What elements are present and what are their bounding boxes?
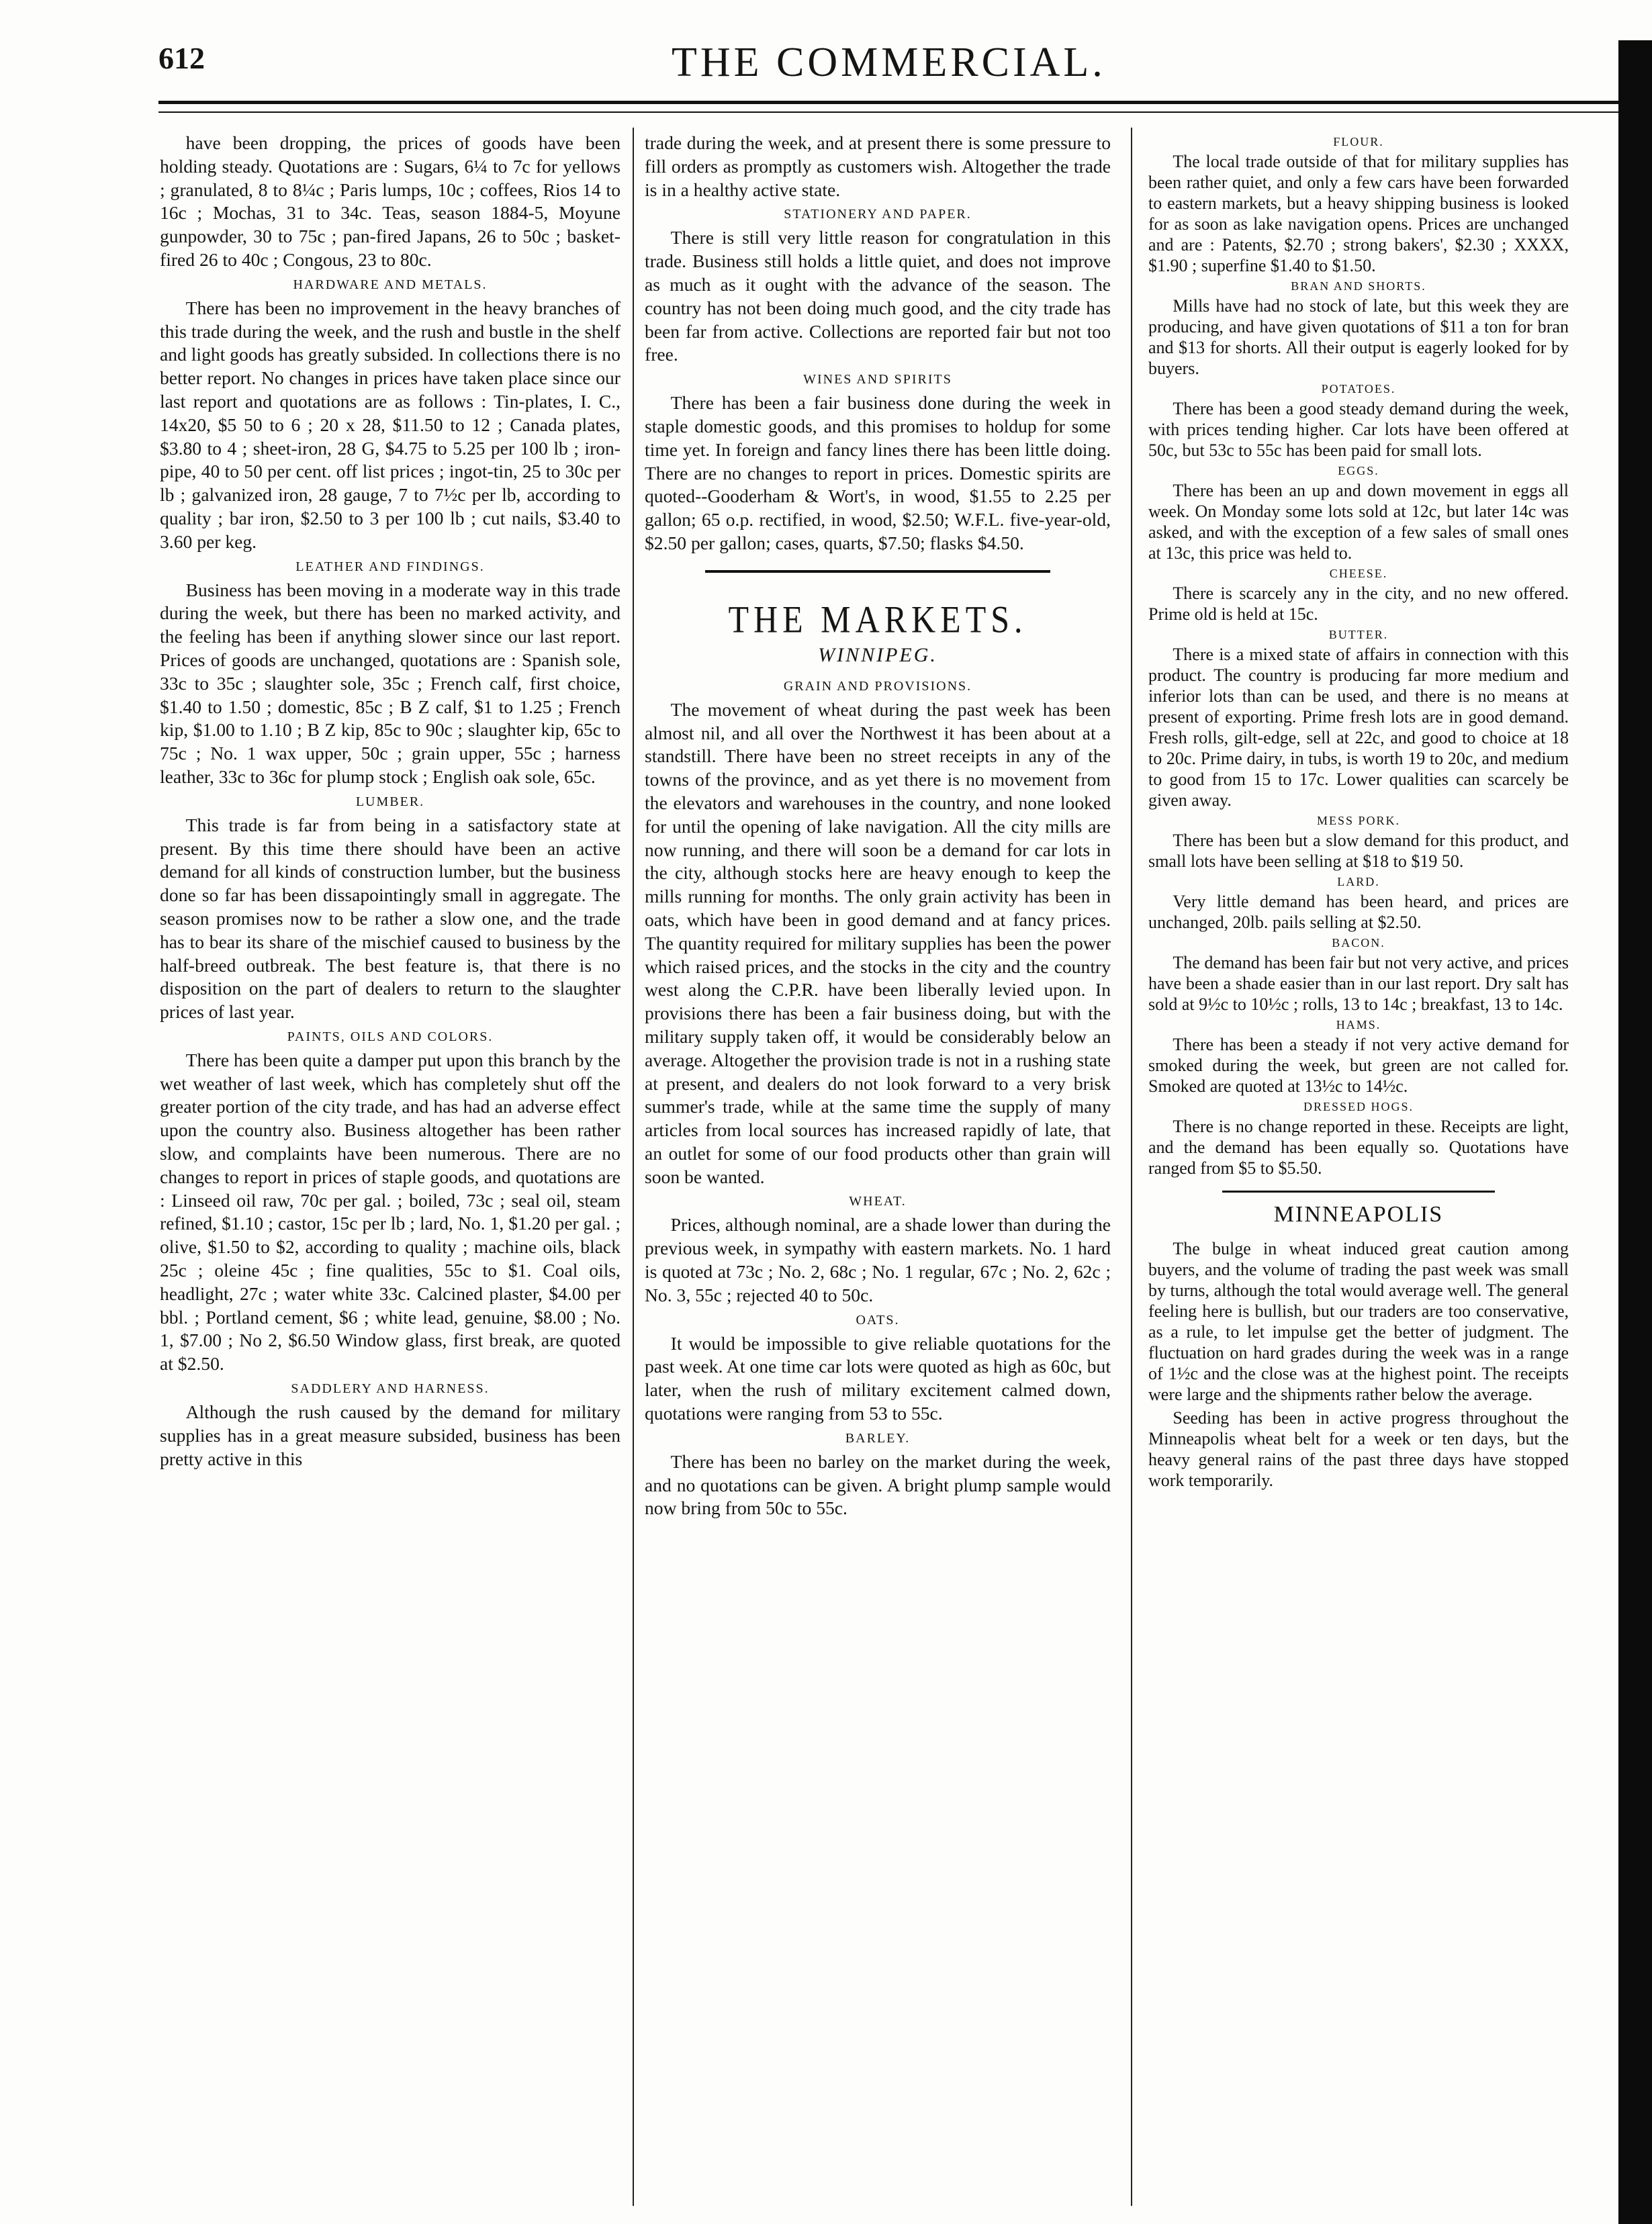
paragraph: There has been no barley on the market during the week, and no quotations can be given. A bright plump sample would now bring from 50c to 55c. <box>645 1450 1111 1519</box>
paragraph: Although the rush caused by the demand for military supplies has in a great measure subsided, business has been pretty active in this <box>160 1401 621 1469</box>
subheading: WINES AND SPIRITS <box>803 372 952 387</box>
subheading: BRAN AND SHORTS. <box>1291 279 1426 293</box>
paragraph: Seeding has been in active progress throughout the Minneapolis wheat belt for a week or ten days, but the heavy general rains of the past three days have stopped work temporarily. <box>1148 1408 1569 1490</box>
subheading: MESS PORK. <box>1316 814 1401 827</box>
subheading: SADDLERY AND HARNESS. <box>291 1381 490 1397</box>
subheading: PAINTS, OILS AND COLORS. <box>287 1029 494 1044</box>
paragraph: There has been no improvement in the heavy branches of this trade during the week, and the rush and bustle in the shelf and light goods has greatly subsided. In collections there is no better report. No changes in prices have taken place since our last report and quotations are as follows : Tin-plates, I. C., 14x20, $5 50 to 6 ; 20 x 28, $11.50 to 12 ; Canada plates, $3.80 to 4 ; sheet-iron, 28 G, $4.75 to 5.25 per 100 lb ; iron-pipe, 40 to 50 per cent. off list prices ; ingot-tin, 25 to 30c per lb ; galvanized iron, 28 gauge, 7 to 7½c per lb, according to quality ; bar iron, $2.50 to 3 per 100 lb ; cut nails, $3.40 to 3.60 per keg. <box>160 297 621 552</box>
paragraph: There is still very little reason for congratulation in this trade. Business still holds a little quiet, and does not improve as much as it ought with the advance of the season. The country has not been doing much good, and the city trade has been far from active. Collections are reported fair but not too free. <box>645 227 1111 365</box>
city-heading: MINNEAPOLIS <box>1273 1202 1444 1227</box>
paragraph: It would be impossible to give reliable quotations for the past week. At one time car lots were quoted as high as 60c, but later, when the rush of military excitement calmed down, quotations were ranging from 53 to 55c. <box>645 1332 1111 1424</box>
subheading: LUMBER. <box>355 794 425 809</box>
paragraph: There is a mixed state of affairs in connection with this product. The country is producing far more medium and inferior lots than can be used, and there is no means at present of exporting. Prime fresh lots are in good demand. Fresh rolls, gilt-edge, sell at 22c, and good to choice at 18 to 20c. Prime dairy, in tubs, is worth 19 to 20c, and medium to good from 15 to 17c. Lower qualities can scarcely be given away. <box>1148 645 1569 810</box>
paragraph: The movement of wheat during the past week has been almost nil, and all over the Northwest it has been about at a standstill. There have been no street receipts in any of the towns of the province, and as yet there is no movement from the elevators and warehouses in the country, and none looked for until the opening of lake navigation. All the city mills are now running, and there will soon be a demand for car lots in the city, although stocks here are heavy enough to keep the mills running for months. The only grain activity has been in oats, which have been in good demand and at fancy prices. The quantity required for military supplies has been the power which raised prices, and the stocks in the city and the country west along the C.P.R. have been liberally levied upon. In provisions there has been a fair business doing, but with the military supply taken off, it would be considerably below an average. Altogether the provision trade is not in a rushing state at present, and dealers do not look forward to a very brisk summer's trade, while at the same time the supply of many articles from local sources has increased rapidly of late, that an outlet for some of our food products other than grain will soon be wanted. <box>645 698 1111 1187</box>
paragraph: There is no change reported in these. Receipts are light, and the demand has been equally so. Quotations have ranged from $5 to $5.50. <box>1148 1117 1569 1178</box>
subheading: BUTTER. <box>1328 628 1389 641</box>
header-rule-thin <box>158 111 1618 113</box>
subheading: CHEESE. <box>1329 567 1388 580</box>
paragraph: There has been a fair business done during the week in staple domestic goods, and this promises to holdup for some time yet. In foreign and fancy lines there has been little doing. There are no changes to report in prices. Domestic spirits are quoted--Gooderham & Wort's, in wood, $1.55 to 2.25 per gallon; 65 o.p. rectified, in wood, $2.50; W.F.L. five-year-old, $2.50 per gallon; cases, quarts, $7.50; flasks $4.50. <box>645 392 1111 553</box>
section-rule <box>705 570 1050 573</box>
paragraph: The demand has been fair but not very active, and prices have been a shade easier than in our last report. Dry salt has sold at 9½c to 10½c ; rolls, 13 to 14c ; breakfast, 13 to 14c. <box>1148 953 1569 1014</box>
paragraph: Very little demand has been heard, and prices are unchanged, 20lb. pails selling at $2.50. <box>1148 892 1569 932</box>
paragraph: The bulge in wheat induced great caution among buyers, and the volume of trading the past week was small by turns, although the total would average well. The general feeling here is bullish, but our traders are too conservative, as a rule, to let impulse get the better of judgment. The fluctuation on hard grades during the week was in a range of 1½c and the close was at the highest point. The receipts were large and the shipments rather below the average. <box>1148 1239 1569 1404</box>
paragraph: There has been an up and down movement in eggs all week. On Monday some lots sold at 12c, but later 14c was asked, and with the exception of a few sales of small ones at 13c, this price was held to. <box>1148 481 1569 563</box>
paragraph: There has been quite a damper put upon this branch by the wet weather of last week, which has completely shut off the greater portion of the city trade, and has had an adverse effect upon the country also. Business altogether has been rather slow, and complaints have been numerous. There are no changes to report in prices of staple goods, and quotations are : Linseed oil raw, 70c per gal. ; boiled, 73c ; seal oil, steam refined, $1.10 ; castor, 15c per lb ; lard, No. 1, $1.20 per gal. ; olive, $1.50 to $2, according to quality ; machine oils, black 25c ; oleine 45c ; fine qualities, 55c to $1. Coal oils, headlight, 27c ; water white 33c. Calcined plaster, $4.00 per bbl. ; Portland cement, $6 ; white lead, genuine, $8.00 ; No. 1, $7.00 ; No 2, $6.50 Window glass, first break, are quoted at $2.50. <box>160 1049 621 1375</box>
subheading: FLOUR. <box>1333 135 1384 148</box>
column-3 <box>1148 132 1569 2200</box>
paragraph: There is scarcely any in the city, and no new offered. Prime old is held at 15c. <box>1148 584 1569 624</box>
paragraph: This trade is far from being in a satisfactory state at present. By this time there should have been an active demand for all kinds of construction lumber, but the business done so far has been dissapointingly small in aggregate. The season promises now to be rather a slow one, and the trade has to bear its share of the mischief caused to business by the half-breed outbreak. The best feature is, that there is no disposition on the part of dealers to return to the slaughter prices of last year. <box>160 814 621 1023</box>
subheading: STATIONERY AND PAPER. <box>784 207 972 222</box>
paragraph: Mills have had no stock of late, but this week they are producing, and have given quotations of $11 a ton for bran and $13 for shorts. All their output is eagerly looked for by buyers. <box>1148 296 1569 378</box>
paragraph: There has been a good steady demand during the week, with prices tending higher. Car lots have been offered at 50c, but 53c to 55c has been paid for small lots. <box>1148 399 1569 460</box>
header-rule-thick <box>158 101 1618 104</box>
section-title: THE MARKETS. <box>728 597 1027 641</box>
masthead-title: THE COMMERCIAL. <box>672 40 1106 85</box>
paragraph: The local trade outside of that for military supplies has been rather quiet, and only a few cars have been forwarded to eastern markets, but a heavy shipping business is looked for as soon as lake navigation opens. Prices are unchanged and are : Patents, $2.70 ; strong bakers', $2.30 ; XXXX, $1.90 ; superfine $1.40 to $1.50. <box>1148 152 1569 275</box>
subheading: EGGS. <box>1338 464 1379 477</box>
page-number: 612 <box>158 41 205 75</box>
paragraph: There has been a steady if not very active demand for smoked during the week, but green are not called for. Smoked are quoted at 13½c to 14½c. <box>1148 1035 1569 1096</box>
subheading: HARDWARE AND METALS. <box>293 277 488 292</box>
subheading: BARLEY. <box>845 1430 911 1446</box>
subheading: DRESSED HOGS. <box>1303 1100 1414 1113</box>
column-divider-2 <box>1131 128 1132 2206</box>
paragraph: Prices, although nominal, are a shade lower than during the previous week, in sympathy with eastern markets. No. 1 hard is quoted at 73c ; No. 2, 68c ; No. 1 regular, 67c ; No. 2, 62c ; No. 3, 55c ; rejected 40 to 50c. <box>645 1214 1111 1305</box>
subheading: POTATOES. <box>1321 382 1396 396</box>
subheading: LEATHER AND FINDINGS. <box>295 559 485 574</box>
subheading: OATS. <box>856 1312 900 1328</box>
page-edge-shadow <box>1618 40 1652 2224</box>
column-1 <box>160 132 621 2200</box>
subheading: LARD. <box>1337 875 1380 888</box>
subheading: GRAIN AND PROVISIONS. <box>783 678 972 694</box>
section-rule <box>1222 1191 1495 1193</box>
subheading: WHEAT. <box>849 1194 907 1209</box>
subheading: HAMS. <box>1336 1018 1381 1031</box>
paragraph: There has been but a slow demand for this product, and small lots have been selling at $18 to $19 50. <box>1148 831 1569 871</box>
paragraph: trade during the week, and at present there is some pressure to fill orders as promptly as customers wish. Altogether the trade is in a healthy active state. <box>645 132 1111 200</box>
subheading: BACON. <box>1332 936 1385 949</box>
paragraph: Business has been moving in a moderate way in this trade during the week, but there has been no marked activity, and the feeling has been if anything slower since our last report. Prices of goods are unchanged, quotations are : Spanish sole, 33c to 35c ; slaughter sole, 35c ; French calf, first choice, $1.40 to 1.50 ; domestic, 85c ; B Z calf, $1 to 1.25 ; French kip, $1.00 to 1.10 ; B Z kip, 85c to 90c ; slaughter kip, 65c to 75c ; No. 1 wax upper, 50c ; grain upper, 55c ; harness leather, 33c to 36c for plump stock ; English oak sole, 65c. <box>160 579 621 787</box>
column-2 <box>645 132 1111 2200</box>
section-subtitle: WINNIPEG. <box>818 643 937 666</box>
paragraph: have been dropping, the prices of goods have been holding steady. Quotations are : Sugars, 6¼ to 7c for yellows ; granulated, 8 to 8¼c ; Paris lumps, 10c ; coffees, Rios 14 to 16c ; Mochas, 31 to 34c. Teas, season 1884-5, Moyune gunpowder, 30 to 75c ; pan-fired Japans, 26 to 50c ; basket-fired 26 to 40c ; Congous, 23 to 80c. <box>160 132 621 270</box>
column-divider-1 <box>633 128 634 2206</box>
